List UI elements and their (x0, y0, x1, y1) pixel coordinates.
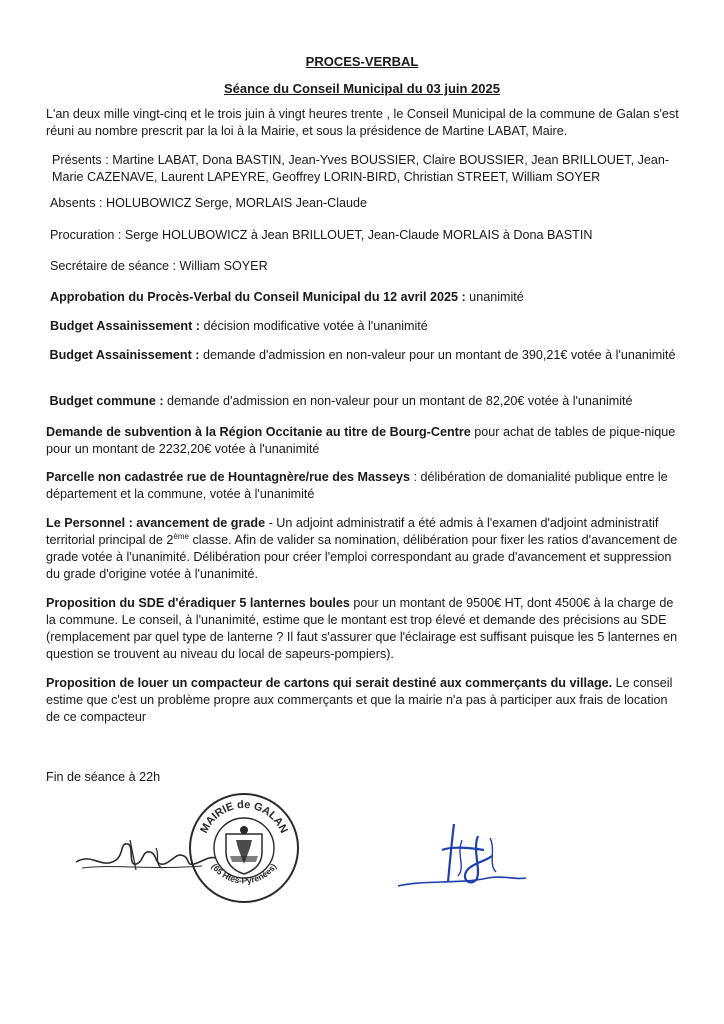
item-text: demande d'admission en non-valeur pour un montant de 82,20€ votée à l'unanimité (163, 394, 633, 408)
item-text: décision modificative votée à l'unanimité (200, 319, 428, 333)
item-heading: Demande de subvention à la Région Occitanie au titre de Bourg-Centre (46, 425, 471, 439)
item-heading: Approbation du Procès-Verbal du Conseil Municipal du 12 avril 2025 : (50, 290, 466, 304)
item-budget-assainissement-1 (50, 318, 690, 335)
item-text: pour un montant de 9500€ HT, dont 4500€ à la charge de la commune. Le conseil, à l'unanimité, estime que le montant est trop élevé et demande des précisions au SDE (remplacement par quel type de lanterne ? Il faut s'assurer que l'éclairage est suffisant puisque les 5 lanternes en question se trouvent au niveau du local de sapeurs-pompiers). (46, 596, 678, 661)
item-sde (46, 595, 682, 663)
item-compacteur (46, 675, 682, 726)
document-title: PROCES-VERBAL (305, 54, 419, 69)
presents-paragraph: Présents : Martine LABAT, Dona BASTIN, Jean-Yves BOUSSIER, Claire BOUSSIER, Jean BRILLOUET, Jean-Marie CAZENAVE, Laurent LAPEYRE, Geoffrey LORIN-BIRD, Christian STREET, William SOYER (52, 153, 670, 184)
item-heading: Budget Assainissement : (50, 319, 200, 333)
item-heading: Le Personnel : avancement de grade (46, 516, 266, 530)
item-heading: Budget commune : (49, 394, 164, 408)
item-text: pour achat de tables de pique-nique pour un montant de 2232,20€ votée à l'unanimité (46, 425, 676, 456)
signature-secretaire (392, 820, 532, 900)
document-subtitle: Séance du Conseil Municipal du 03 juin 2025 (224, 81, 500, 96)
item-text: demande d'admission en non-valeur pour un montant de 390,21€ votée à l'unanimité (199, 348, 676, 362)
fin-seance: Fin de séance à 22h (46, 770, 161, 784)
stamp-top-text: MAIRIE de GALAN (198, 798, 290, 836)
secretaire-line: Secrétaire de séance : William SOYER (50, 259, 268, 273)
item-text: - Un adjoint administratif a été admis à l'examen d'adjoint administratif territorial principal de 2 (46, 516, 659, 547)
item-text: : délibération de domanialité publique entre le département et la commune, votée à l'unanimité (46, 470, 668, 501)
item-budget-commune (46, 393, 686, 410)
intro-paragraph: L'an deux mille vingt-cinq et le trois juin à vingt heures trente , le Conseil Municipal de la commune de Galan s'est réuni au nombre prescrit par la loi à la Mairie, et sous la présidence de Martine LABAT, Maire. (46, 107, 679, 138)
item-parcelle (46, 469, 680, 503)
item-text-cont: classe. Afin de valider sa nomination, délibération pour fixer les ratios d'avancement de grade votée à l'unanimité. Délibération pour créer l'emploi correspondant au grade d'avancement et suppression du grade d'origine votée à l'unanimité. (46, 533, 678, 581)
signature-maire (72, 830, 222, 880)
item-heading: Proposition du SDE d'éradiquer 5 lanternes boules (46, 596, 350, 610)
item-heading: Parcelle non cadastrée rue de Hountagnère/rue des Masseys (46, 470, 410, 484)
item-heading: Proposition de louer un compacteur de cartons qui serait destiné aux commerçants du village. (46, 676, 613, 690)
item-personnel (46, 515, 682, 583)
item-subvention (46, 424, 686, 458)
absents-line: Absents : HOLUBOWICZ Serge, MORLAIS Jean-Claude (50, 196, 368, 210)
stamp-bottom-text: (65 Htes-Pyrénées) (209, 861, 279, 886)
item-text: Le conseil estime que c'est un problème propre aux commerçants et que la mairie n'a pas à participer aux frais de location de ce compacteur (46, 676, 673, 724)
item-text: unanimité (465, 290, 524, 304)
item-approbation (50, 289, 690, 306)
coat-of-arms-icon (226, 826, 262, 874)
item-budget-assainissement-2 (46, 347, 680, 364)
superscript: ème (173, 531, 189, 541)
item-heading: Budget Assainissement : (49, 348, 200, 362)
procuration-line: Procuration : Serge HOLUBOWICZ à Jean BRILLOUET, Jean-Claude MORLAIS à Dona BASTIN (50, 228, 593, 242)
